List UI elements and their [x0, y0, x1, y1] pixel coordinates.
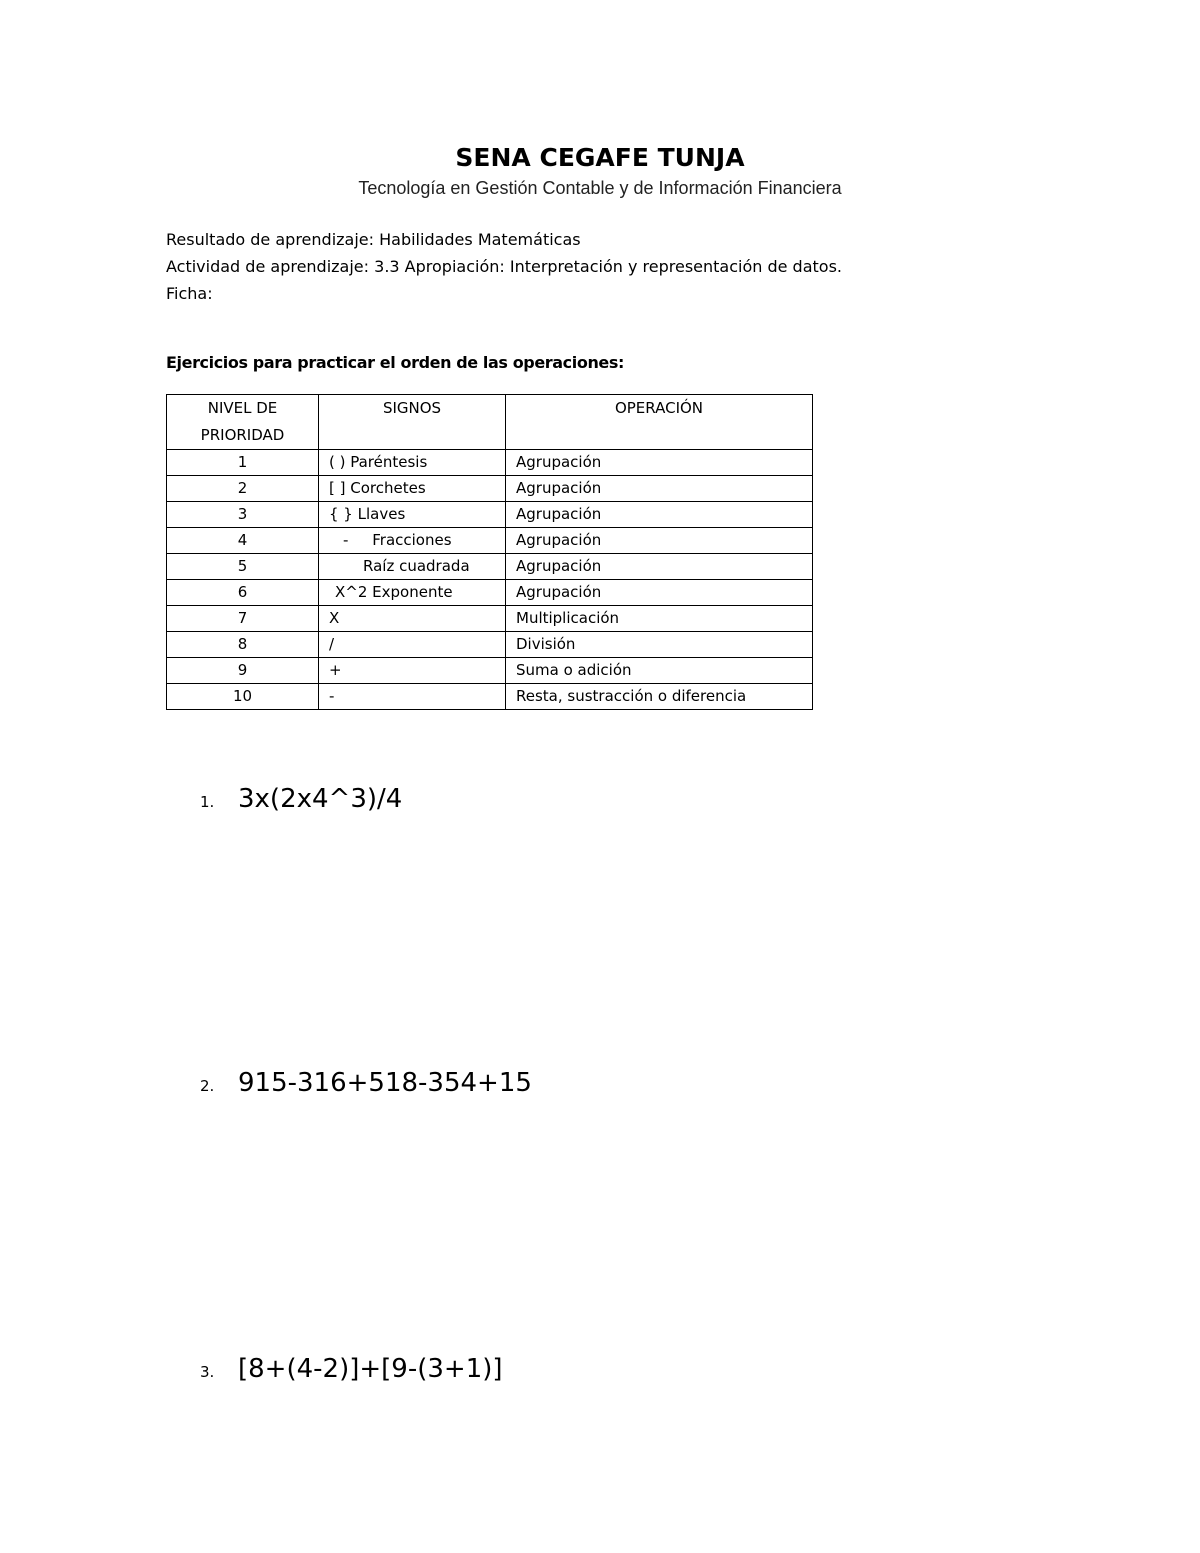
exercise-number: 2. — [200, 1077, 215, 1095]
cell-level: 4 — [167, 528, 319, 554]
table-row — [167, 606, 813, 632]
table-row — [167, 476, 813, 502]
document-title: SENA CEGAFE TUNJA — [455, 143, 745, 172]
cell-sign: { } Llaves — [319, 502, 506, 528]
exercise-number: 3. — [200, 1363, 215, 1381]
cell-operation: División — [506, 632, 813, 658]
header-signs: SIGNOS — [319, 395, 506, 450]
table-row — [167, 502, 813, 528]
meta-learning-result — [166, 230, 581, 250]
cell-sign: X^2 Exponente — [335, 583, 453, 601]
cell-operation: Agrupación — [506, 502, 813, 528]
table-row — [167, 580, 813, 606]
header-priority: NIVEL DE PRIORIDAD — [167, 395, 319, 450]
document-subtitle: Tecnología en Gestión Contable y de Información Financiera — [358, 178, 842, 198]
exercise-expression: 3x(2x4^3)/4 — [238, 784, 403, 814]
priority-table — [166, 394, 813, 710]
cell-operation: Agrupación — [506, 580, 813, 606]
table-row — [167, 632, 813, 658]
cell-sign: - — [319, 684, 506, 710]
cell-level: 7 — [167, 606, 319, 632]
cell-level: 6 — [167, 580, 319, 606]
meta-label: Actividad de aprendizaje: — [166, 257, 370, 276]
cell-sign-wrap — [319, 580, 506, 606]
cell-operation: Suma o adición — [506, 658, 813, 684]
cell-sign-wrap — [319, 554, 506, 580]
cell-operation: Resta, sustracción o diferencia — [506, 684, 813, 710]
cell-operation: Agrupación — [506, 528, 813, 554]
table-row — [167, 450, 813, 476]
cell-sign: [ ] Corchetes — [319, 476, 506, 502]
cell-level: 2 — [167, 476, 319, 502]
cell-level: 1 — [167, 450, 319, 476]
table-row — [167, 554, 813, 580]
cell-level: 9 — [167, 658, 319, 684]
cell-sign: - Fracciones — [343, 531, 452, 549]
meta-label: Ficha: — [166, 284, 213, 303]
exercise-3 — [200, 1354, 503, 1384]
exercise-2 — [200, 1068, 532, 1098]
meta-value: Habilidades Matemáticas — [379, 230, 581, 249]
exercise-expression: 915-316+518-354+15 — [238, 1068, 532, 1098]
cell-sign: Raíz cuadrada — [363, 557, 470, 575]
table-header-row — [167, 395, 813, 450]
table-row — [167, 684, 813, 710]
cell-sign: / — [319, 632, 506, 658]
meta-label: Resultado de aprendizaje: — [166, 230, 375, 249]
exercise-number: 1. — [200, 793, 215, 811]
cell-level: 5 — [167, 554, 319, 580]
cell-sign: + — [319, 658, 506, 684]
meta-value: 3.3 Apropiación: Interpretación y representación de datos. — [374, 257, 842, 276]
cell-operation: Agrupación — [506, 476, 813, 502]
meta-ficha — [166, 284, 213, 304]
cell-level: 10 — [167, 684, 319, 710]
header-operation: OPERACIÓN — [506, 395, 813, 450]
cell-sign-wrap — [319, 528, 506, 554]
cell-operation: Agrupación — [506, 554, 813, 580]
cell-level: 8 — [167, 632, 319, 658]
table-row — [167, 528, 813, 554]
cell-operation: Agrupación — [506, 450, 813, 476]
cell-sign: X — [319, 606, 506, 632]
exercise-expression: [8+(4-2)]+[9-(3+1)] — [238, 1354, 503, 1384]
section-heading: Ejercicios para practicar el orden de las operaciones: — [166, 353, 625, 372]
cell-level: 3 — [167, 502, 319, 528]
exercise-1 — [200, 784, 402, 814]
cell-sign: ( ) Paréntesis — [319, 450, 506, 476]
table-row — [167, 658, 813, 684]
cell-operation: Multiplicación — [506, 606, 813, 632]
meta-learning-activity — [166, 257, 842, 277]
